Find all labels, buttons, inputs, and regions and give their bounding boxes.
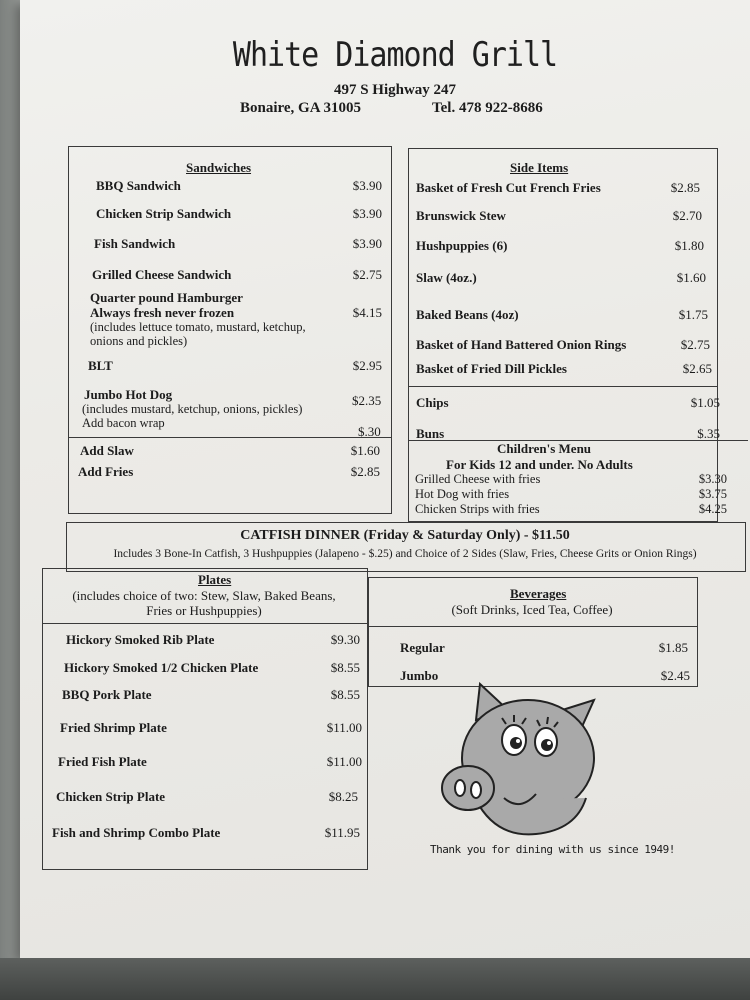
item-name: Basket of Hand Battered Onion Rings	[416, 337, 627, 352]
item-name: Fish and Shrimp Combo Plate	[52, 825, 221, 840]
item-description: (includes lettuce tomato, mustard, ketchup,	[90, 320, 306, 334]
item-name: Fried Fish Plate	[58, 754, 147, 769]
item-name: Basket of Fresh Cut French Fries	[416, 180, 601, 195]
item-name: Brunswick Stew	[416, 208, 506, 223]
item-price: $1.60	[676, 270, 706, 285]
item-price: $3.30	[698, 472, 727, 486]
item-name: Chicken Strips with fries	[415, 502, 540, 516]
restaurant-title: White Diamond Grill	[232, 35, 558, 76]
item-price: $2.85	[350, 464, 380, 479]
item-name: Jumbo Hot Dog	[84, 387, 173, 402]
menu-item	[415, 502, 727, 518]
item-price: $2.95	[352, 358, 382, 373]
item-price: $3.90	[352, 236, 382, 251]
item-price: $3.90	[352, 206, 382, 221]
sandwiches-divider	[68, 437, 391, 438]
item-name: Add Slaw	[80, 443, 134, 458]
item-name: Fried Shrimp Plate	[60, 720, 167, 735]
item-price: $11.00	[326, 720, 362, 735]
item-price: $2.75	[680, 337, 710, 352]
item-price: $2.70	[672, 208, 702, 223]
item-name: Quarter pound Hamburger	[90, 290, 243, 305]
beverages-heading: Beverages	[510, 586, 567, 601]
item-price: $8.25	[328, 789, 358, 804]
catfish-description: Includes 3 Bone-In Catfish, 3 Hushpuppies (Jalapeno - $.25) and Choice of 2 Sides (Slaw, Fries, Cheese Grits or Onion Rings)	[113, 548, 697, 560]
item-name: Fish Sandwich	[94, 236, 176, 251]
item-price: $4.15	[352, 305, 382, 320]
item-description: onions and pickles)	[90, 334, 188, 348]
item-tagline: Always fresh never frozen	[90, 305, 235, 320]
item-price: $.30	[358, 424, 381, 439]
plates-heading: Plates	[198, 572, 232, 587]
item-price: $2.35	[352, 393, 382, 408]
item-price: $4.25	[698, 502, 727, 516]
address-line: 497 S Highway 247	[333, 82, 457, 98]
item-price: $1.80	[674, 238, 704, 253]
item-name: Chips	[416, 395, 449, 410]
phone-line: Tel. 478 922-8686	[432, 100, 543, 116]
beverages-divider	[368, 626, 697, 627]
item-name: Buns	[416, 426, 445, 441]
childrens-subheading: For Kids 12 and under. No Adults	[446, 457, 633, 472]
item-price: $2.65	[682, 361, 712, 376]
item-name: Jumbo	[400, 668, 439, 683]
item-price: $1.85	[658, 640, 688, 655]
beverages-description: (Soft Drinks, Iced Tea, Coffee)	[451, 602, 613, 617]
item-name: Grilled Cheese with fries	[415, 472, 541, 486]
item-name: Chicken Strip Sandwich	[96, 206, 232, 221]
sandwiches-heading: Sandwiches	[186, 160, 252, 175]
item-price: $2.85	[670, 180, 700, 195]
thanks-note: Thank you for dining with us since 1949!	[430, 843, 675, 856]
item-name: Grilled Cheese Sandwich	[92, 267, 232, 282]
catfish-heading: CATFISH DINNER (Friday & Saturday Only) - $11.50	[240, 528, 570, 543]
item-price: $.35	[697, 426, 720, 441]
item-price: $2.45	[660, 668, 690, 683]
item-price: $8.55	[330, 660, 360, 675]
item-price: $9.30	[330, 632, 360, 647]
menu-item	[415, 487, 727, 503]
item-name: Add bacon wrap	[82, 416, 165, 430]
item-price: $1.75	[678, 307, 708, 322]
menu-item	[415, 472, 727, 488]
item-price: $1.60	[350, 443, 380, 458]
item-name: Hushpuppies (6)	[416, 238, 508, 253]
side-items-divider	[408, 386, 717, 387]
item-name: BLT	[88, 358, 113, 373]
plates-description: Fries or Hushpuppies)	[146, 603, 262, 618]
item-name: Hickory Smoked 1/2 Chicken Plate	[64, 660, 259, 675]
item-price: $11.00	[326, 754, 362, 769]
city-line: Bonaire, GA 31005	[240, 100, 361, 116]
item-name: BBQ Sandwich	[96, 178, 181, 193]
childrens-heading: Children's Menu	[497, 441, 592, 456]
item-name: Basket of Fried Dill Pickles	[416, 361, 567, 376]
item-price: $11.95	[324, 825, 360, 840]
item-price: $3.75	[698, 487, 727, 501]
item-price: $3.90	[352, 178, 382, 193]
item-name: Hot Dog with fries	[415, 487, 510, 501]
item-description: (includes mustard, ketchup, onions, pickles)	[82, 402, 303, 416]
item-name: Add Fries	[78, 464, 134, 479]
side-items-heading: Side Items	[510, 160, 569, 175]
item-name: Chicken Strip Plate	[56, 789, 166, 804]
item-name: Regular	[400, 640, 445, 655]
item-name: BBQ Pork Plate	[62, 687, 152, 702]
item-name: Hickory Smoked Rib Plate	[66, 632, 215, 647]
item-price: $1.05	[690, 395, 720, 410]
item-price: $2.75	[352, 267, 382, 282]
item-price: $8.55	[330, 687, 360, 702]
item-name: Slaw (4oz.)	[416, 270, 477, 285]
plates-description: (includes choice of two: Stew, Slaw, Baked Beans,	[72, 588, 336, 603]
pig-mascot-icon	[436, 680, 606, 840]
bottom-shadow	[0, 958, 750, 1000]
plates-divider	[42, 623, 367, 624]
item-name: Baked Beans (4oz)	[416, 307, 519, 322]
